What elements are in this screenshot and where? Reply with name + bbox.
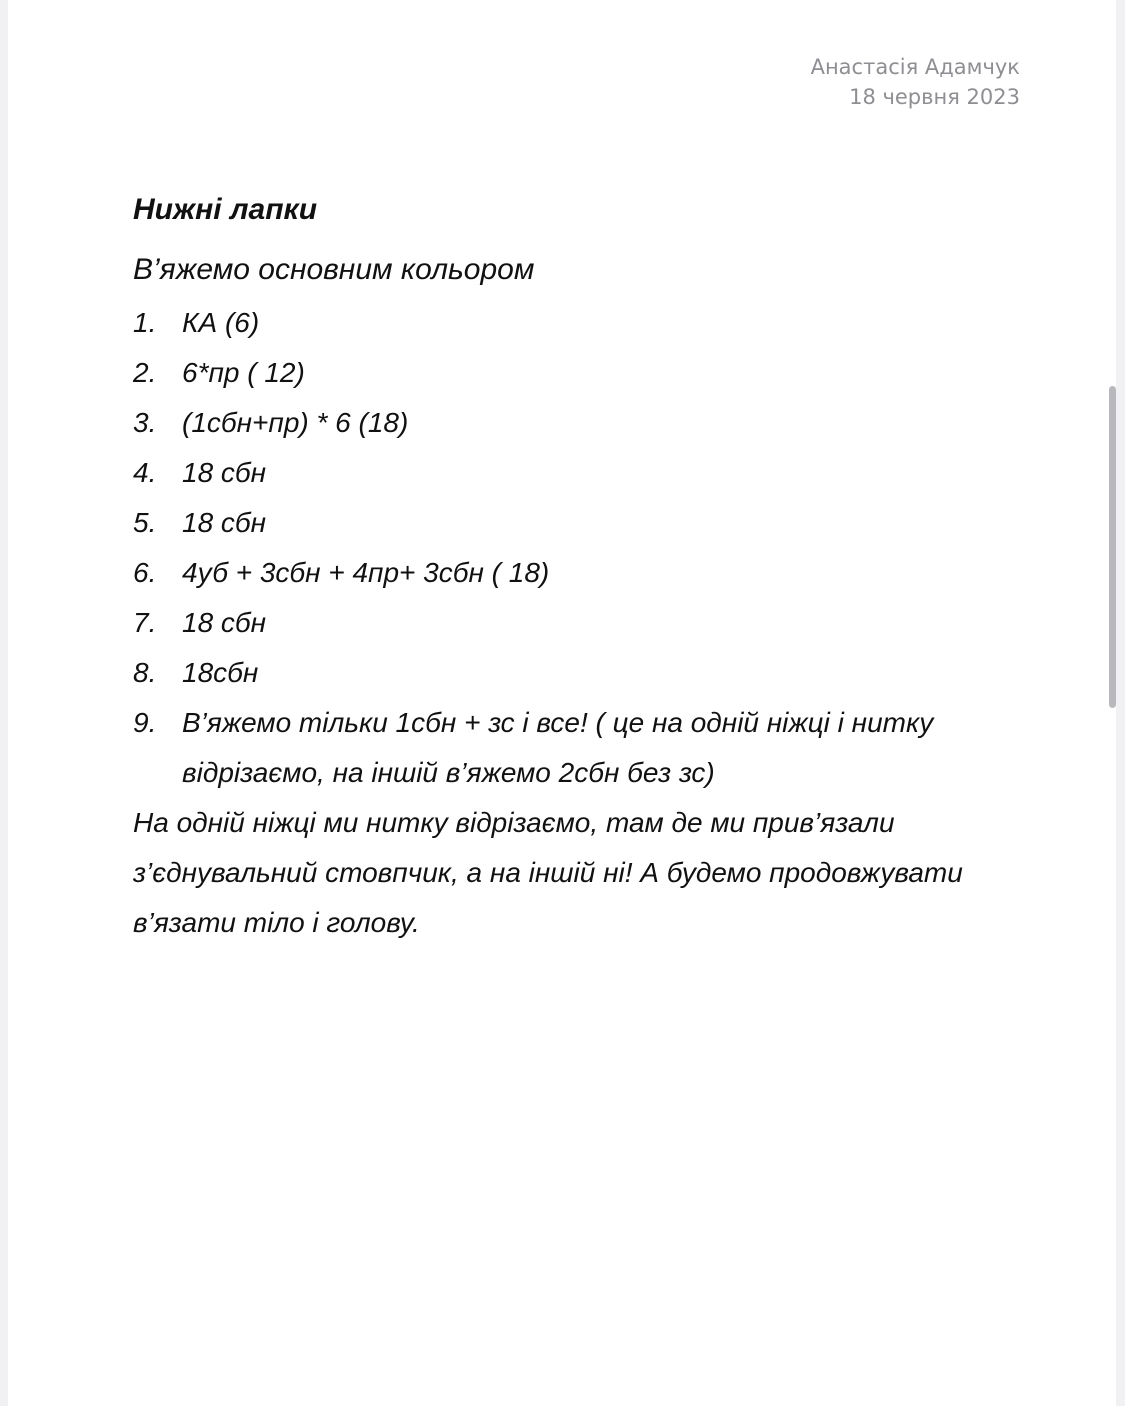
step-text: КА (6) [182, 307, 260, 338]
vertical-scrollbar[interactable] [1109, 386, 1116, 708]
author-name: Анастасія Адамчук [810, 55, 1020, 79]
closing-note: На одній ніжці ми нитку відрізаємо, там де ми прив’язали з’єднувальний стовпчик, а на іншій ні! А будемо продовжувати в’язати тіло і голову. [133, 807, 963, 938]
document-header [811, 52, 1020, 112]
step-item [133, 598, 1013, 648]
step-number: 6. [133, 557, 157, 588]
step-text: В’яжемо тільки 1сбн + зс і все! ( це на одній ніжці і нитку відрізаємо, на іншій в’яжемо 2сбн без зс) [182, 707, 934, 788]
step-text: (1сбн+пр) * 6 (18) [182, 407, 409, 438]
step-number: 3. [133, 407, 157, 438]
step-number: 8. [133, 657, 157, 688]
step-item [133, 448, 1013, 498]
section-subtitle: В’яжемо основним кольором [133, 253, 535, 286]
step-text: 4уб + 3сбн + 4пр+ 3сбн ( 18) [182, 557, 550, 588]
step-number: 4. [133, 457, 157, 488]
document-body [133, 186, 1013, 948]
step-text: 18 сбн [182, 607, 267, 638]
step-item [133, 648, 1013, 698]
step-item [133, 698, 1013, 798]
section-title: Нижні лапки [133, 193, 318, 226]
step-item [133, 498, 1013, 548]
step-text: 18 сбн [182, 457, 267, 488]
step-number: 7. [133, 607, 157, 638]
step-item [133, 348, 1013, 398]
steps-list [133, 298, 1013, 798]
step-text: 6*пр ( 12) [182, 357, 305, 388]
step-number: 1. [133, 307, 157, 338]
step-number: 5. [133, 507, 157, 538]
step-item [133, 548, 1013, 598]
document-date: 18 червня 2023 [849, 85, 1020, 109]
step-number: 9. [133, 707, 157, 738]
step-item [133, 298, 1013, 348]
step-text: 18сбн [182, 657, 259, 688]
step-number: 2. [133, 357, 157, 388]
step-item [133, 398, 1013, 448]
step-text: 18 сбн [182, 507, 267, 538]
